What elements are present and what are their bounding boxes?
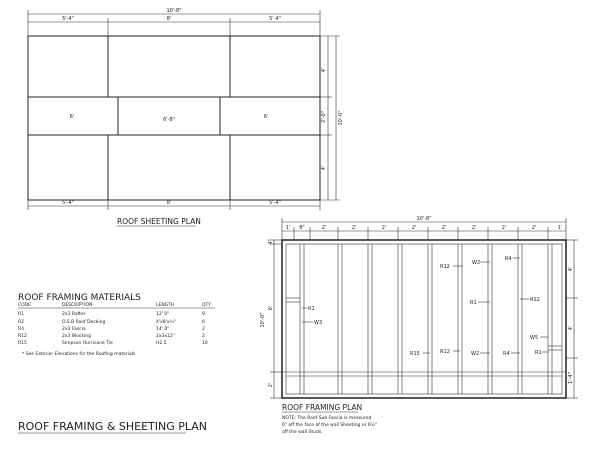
svg-text:10: 10	[202, 341, 208, 346]
roof-sheeting-plan	[28, 8, 344, 226]
materials-note: * See Exterior Elevations for the Roofing materials.	[22, 352, 137, 357]
right-dim-2: 1'-4"	[568, 372, 574, 384]
materials-title: ROOF FRAMING MATERIALS	[18, 293, 141, 303]
svg-text:9: 9	[202, 312, 205, 317]
sheet-title: ROOF FRAMING & SHEETING PLAN	[18, 420, 208, 433]
callout-r15: R15	[410, 351, 420, 357]
callout-w2: W2	[472, 260, 481, 266]
table-row	[18, 326, 205, 332]
svg-text:2x3 Blocking: 2x3 Blocking	[62, 334, 91, 339]
mid-left-panel-dim: 6'	[69, 114, 75, 120]
svg-text:R15: R15	[18, 341, 27, 346]
top-dim-7: 2'	[471, 225, 477, 231]
svg-text:R12: R12	[18, 334, 27, 339]
left-dim-2: 2'	[268, 382, 274, 388]
top-dim-0: 1'	[285, 225, 291, 231]
svg-text:R4: R4	[18, 327, 24, 332]
header-qty: QTY	[202, 303, 212, 308]
header-description: DESCRIPTION	[62, 303, 93, 308]
callout-r1-right: R1	[535, 350, 542, 356]
framing-top-overall-dim: 10'-8"	[416, 216, 432, 222]
framing-outline	[282, 240, 566, 398]
top-mid-dim: 8'	[166, 16, 172, 22]
roof-framing-plan	[260, 216, 578, 435]
svg-text:14' 0": 14' 0"	[156, 327, 170, 332]
framing-note-line1: NOTE: The Roof Sub Fascia is measured	[282, 416, 372, 421]
callout-r1-left: R1	[308, 306, 315, 312]
top-dim-8: 2'	[501, 225, 507, 231]
svg-text:12' 0": 12' 0"	[156, 312, 170, 317]
framing-callouts	[302, 256, 548, 357]
rafters-group	[300, 244, 552, 394]
top-right-dim: 5'-4"	[269, 16, 281, 22]
overall-width-dim: 10'-8"	[166, 8, 182, 14]
top-dim-6: 2'	[441, 225, 447, 231]
left-dim-1: 6'	[268, 305, 274, 311]
svg-text:2x3 Fascia: 2x3 Fascia	[62, 327, 86, 332]
top-dim-4: 2'	[381, 225, 387, 231]
right-overall-dim: 10'-0"	[338, 110, 344, 126]
framing-note-line2: 6" off the face of the wall Sheeting or 6½"	[282, 423, 378, 428]
left-overall-dim: 10'-0"	[260, 312, 266, 328]
right-mid-dim: 2'-0"	[321, 111, 327, 123]
top-left-dim: 5'-4"	[62, 16, 74, 22]
right-bottom-dim: 4'	[321, 165, 327, 171]
right-top-dim: 4'	[321, 67, 327, 73]
right-dim-0: 4'	[568, 266, 574, 272]
table-row	[18, 311, 205, 317]
table-row	[18, 333, 205, 339]
framing-note-line3: off the wall Studs.	[282, 430, 323, 435]
svg-text:O.S.B Roof Decking: O.S.B Roof Decking	[62, 320, 106, 325]
framing-materials-table	[18, 293, 215, 357]
callout-r12-b: R12	[440, 349, 450, 355]
sheeting-plan-title: ROOF SHEETING PLAN	[117, 217, 201, 226]
svg-text:R1: R1	[18, 312, 24, 317]
bottom-mid-dim: 8'	[166, 200, 172, 206]
header-length: LENGTH	[156, 303, 175, 308]
top-dim-1: 8"	[299, 225, 305, 231]
framing-plan-title: ROOF FRAMING PLAN	[282, 403, 363, 412]
callout-r4-b: R4	[503, 351, 510, 357]
top-dim-9: 2'	[531, 225, 537, 231]
svg-text:H2.5: H2.5	[156, 341, 167, 346]
svg-text:R2: R2	[18, 320, 24, 325]
header-code: CODE	[18, 303, 31, 308]
callout-r12-right: R12	[530, 297, 540, 303]
callout-r4: R4	[505, 256, 512, 262]
mid-right-panel-dim: 6'	[263, 114, 269, 120]
mid-center-panel-dim: 6'-8"	[163, 117, 175, 123]
top-dim-10: 1'	[557, 225, 563, 231]
svg-text:6: 6	[202, 320, 205, 325]
callout-r1-mid: R1	[470, 300, 477, 306]
left-dim-0: 4"	[268, 239, 274, 245]
callout-w3: W3	[314, 320, 323, 326]
top-dim-2: 2'	[321, 225, 327, 231]
top-dim-3: 2'	[351, 225, 357, 231]
svg-text:2: 2	[202, 334, 205, 339]
svg-text:2x3x12": 2x3x12"	[156, 334, 175, 339]
svg-text:2x3 Rafter: 2x3 Rafter	[62, 312, 86, 317]
bottom-right-dim: 5'-4"	[269, 200, 281, 206]
table-row	[18, 318, 205, 325]
fascia-inner	[286, 244, 562, 394]
bottom-left-dim: 5'-4"	[62, 200, 74, 206]
svg-text:4'x8'x½": 4'x8'x½"	[156, 320, 176, 325]
table-row	[18, 340, 208, 346]
callout-w5: W5	[530, 335, 539, 341]
callout-w2-b: W2	[471, 351, 480, 357]
right-dim-1: 4'	[568, 325, 574, 331]
callout-r12: R12	[440, 264, 450, 270]
top-dim-5: 2'	[411, 225, 417, 231]
svg-text:Simpson Hurricane Tie: Simpson Hurricane Tie	[62, 341, 113, 346]
svg-text:2: 2	[202, 327, 205, 332]
